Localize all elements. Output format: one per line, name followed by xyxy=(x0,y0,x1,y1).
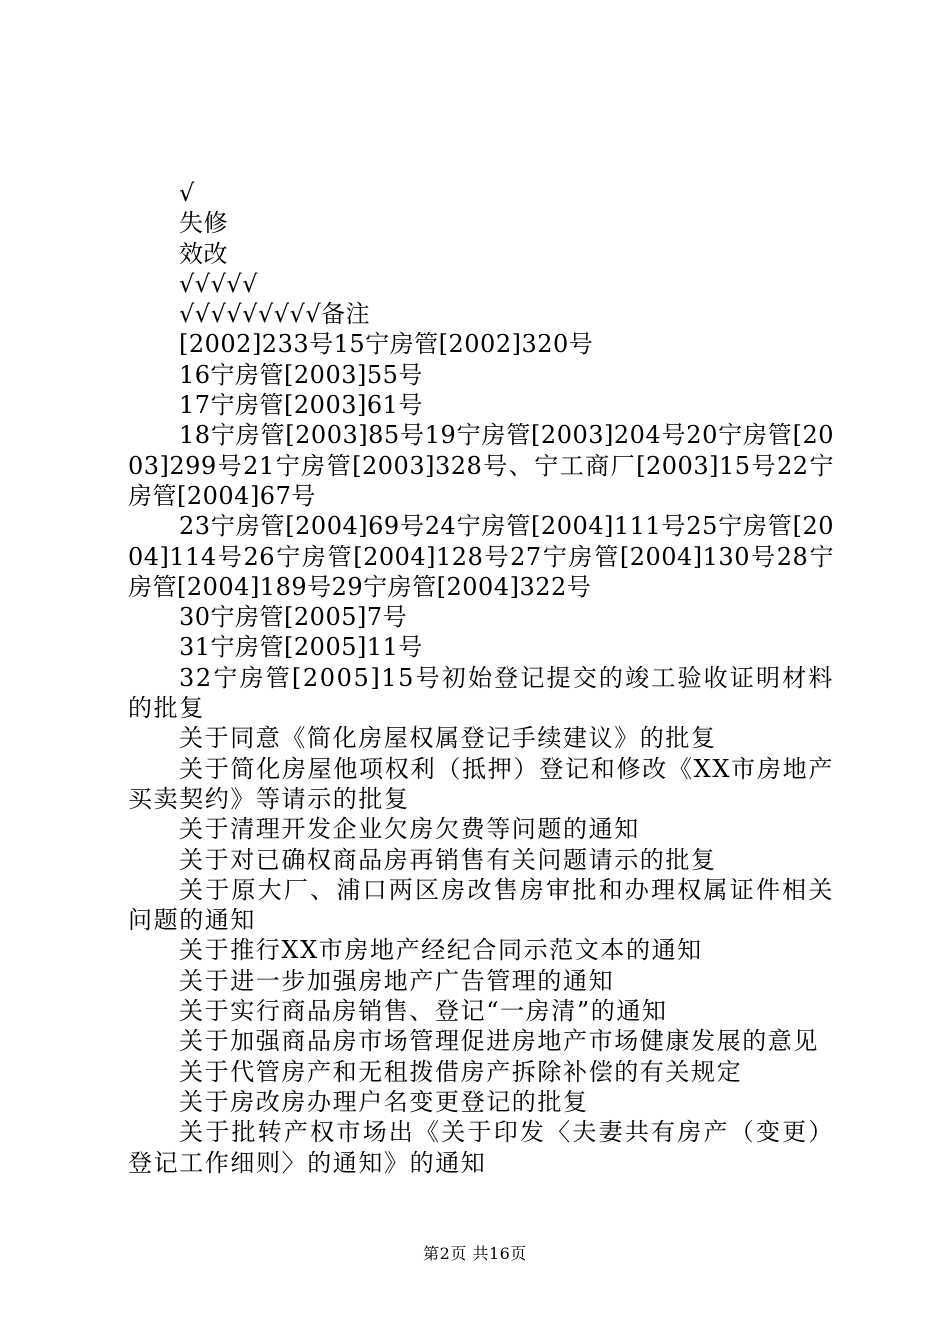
paragraph-doc-ref-16: 16宁房管[2003]55号 xyxy=(179,360,423,389)
paragraph-title-7: 关于进一步加强房地产广告管理的通知 xyxy=(179,966,615,995)
paragraph-title-2: 关于简化房屋他项权利（抵押）登记和修改《XX市房地产买卖契约》等请示的批复 xyxy=(128,754,834,813)
paragraph-title-3: 关于清理开发企业欠房欠费等问题的通知 xyxy=(179,815,640,844)
paragraph-checkmarks-5: √√√√√ xyxy=(179,269,258,298)
page-footer: 第2页 共16页 xyxy=(423,1244,527,1263)
paragraph-doc-ref-30: 30宁房管[2005]7号 xyxy=(179,603,408,632)
paragraph-title-11: 关于房改房办理户名变更登记的批复 xyxy=(179,1087,589,1116)
paragraph-title-12: 关于批转产权市场出《关于印发〈夫妻共有房产（变更）登记工作细则〉的通知》的通知 xyxy=(128,1118,834,1177)
paragraph-doc-ref-32: 32宁房管[2005]15号初始登记提交的竣工验收证明材料的批复 xyxy=(128,663,834,723)
paragraph-checkmark: √ xyxy=(179,179,195,207)
paragraph-xiaogai: 效改 xyxy=(179,239,228,268)
paragraph-title-5: 关于原大厂、浦口两区房改售房审批和办理权属证件相关问题的通知 xyxy=(128,875,834,935)
paragraph-title-6: 关于推行XX市房地产经纪合同示范文本的通知 xyxy=(179,936,703,965)
paragraph-shixiu: 失修 xyxy=(179,209,228,238)
paragraph-title-9: 关于加强商品房市场管理促进房地产市场健康发展的意见 xyxy=(179,1027,819,1056)
paragraph-doc-ref-17: 17宁房管[2003]61号 xyxy=(179,391,423,420)
paragraph-title-1: 关于同意《简化房屋权属登记手续建议》的批复 xyxy=(179,724,717,753)
paragraph-doc-ref-2002: [2002]233号15宁房管[2002]320号 xyxy=(179,330,594,359)
paragraph-title-10: 关于代管房产和无租拨借房产拆除补偿的有关规定 xyxy=(179,1057,743,1086)
paragraph-checkmarks-remarks: √√√√√√√√√备注 xyxy=(179,300,371,329)
document-body xyxy=(128,178,834,1178)
paragraph-title-8: 关于实行商品房销售、登记“一房清”的通知 xyxy=(179,997,668,1026)
paragraph-title-4: 关于对已确权商品房再销售有关问题请示的批复 xyxy=(179,845,717,874)
paragraph-doc-ref-31: 31宁房管[2005]11号 xyxy=(179,633,423,662)
paragraph-doc-ref-23-29: 23宁房管[2004]69号24宁房管[2004]111号25宁房管[2004]114号26宁房管[2004]128号27宁房管[2004]130号28宁房管[2004]189号29宁房管[2004]322号 xyxy=(128,512,834,601)
paragraph-doc-ref-18-22: 18宁房管[2003]85号19宁房管[2003]204号20宁房管[2003]299号21宁房管[2003]328号、宁工商厂[2003]15号22宁房管[2004]67号 xyxy=(128,421,834,510)
